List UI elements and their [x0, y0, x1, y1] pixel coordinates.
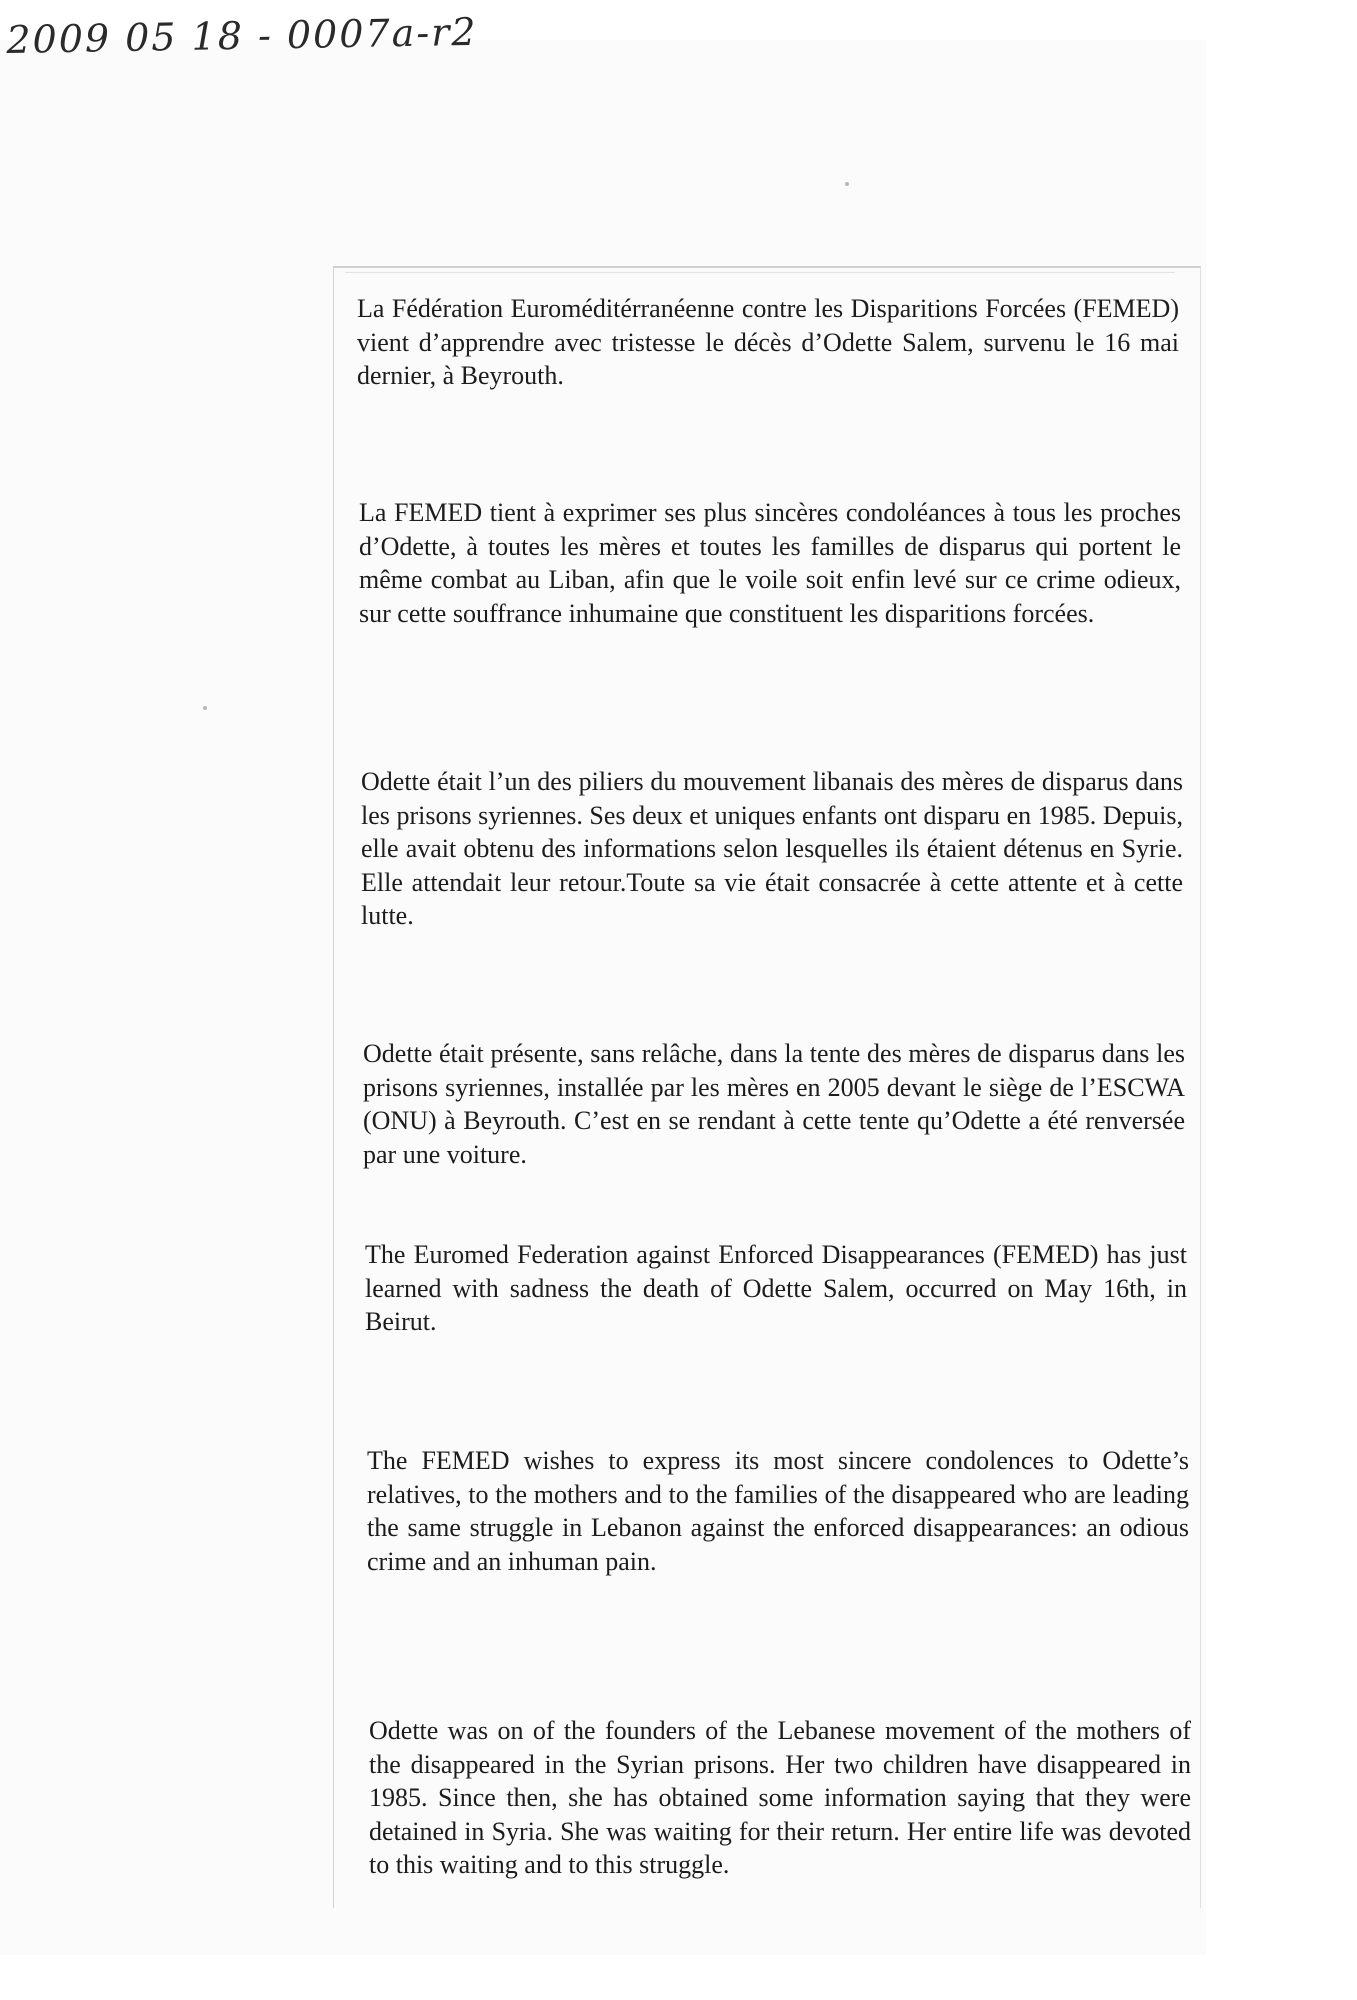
paragraph-en-announcement: The Euromed Federation against Enforced Disappearances (FEMED) has just learned with sadness the death of Odette Salem, occurred on May 16th, in Beirut.: [365, 1240, 1187, 1336]
paragraph-fr-circumstances: Odette était présente, sans relâche, dans la tente des mères de disparus dans les prisons syriennes, installée par les mères en 2005 devant le siège de l’ESCWA (ONU) à Beyrouth. C’est en se rendant à cette tente qu’Odette a été renversée par une voiture.: [363, 1039, 1185, 1169]
paragraph-fr-condolences: La FEMED tient à exprimer ses plus sincères condoléances à tous les proches d’Odette, à toutes les mères et toutes les familles de disparus qui portent le même combat au Liban, afin que le voile soit enfin levé sur ce crime odieux, sur cette souffrance inhumaine que constituent les disparitions forcées.: [359, 498, 1181, 628]
paragraph-fr-biography: Odette était l’un des piliers du mouvement libanais des mères de disparus dans les prisons syriennes. Ses deux et uniques enfants ont disparu en 1985. Depuis, elle avait obtenu des informations selon lesquelles ils étaient détenus en Syrie. Elle attendait leur retour.Toute sa vie était consacrée à cette attente et à cette lutte.: [361, 767, 1183, 930]
handwritten-reference: 2009 05 18 - 0007a-r2: [6, 9, 478, 62]
scan-speck: [203, 706, 207, 710]
scan-speck: [845, 182, 849, 186]
frame-top-rule: [345, 272, 1175, 273]
paragraph-en-condolences: The FEMED wishes to express its most sincere condolences to Odette’s relatives, to the mothers and to the families of the disappeared who are leading the same struggle in Lebanon against the enforced disappearances: an odious crime and an inhuman pain.: [367, 1446, 1189, 1576]
paragraph-en-biography: Odette was on of the founders of the Lebanese movement of the mothers of the disappeared in the Syrian prisons. Her two children have disappeared in 1985. Since then, she has obtained some information saying that they were detained in Syria. She was waiting for their return. Her entire life was devoted to this waiting and to this struggle.: [369, 1716, 1191, 1879]
paragraph-fr-announcement: La Fédération Euroméditérranéenne contre les Disparitions Forcées (FEMED) vient d’apprendre avec tristesse le décès d’Odette Salem, survenu le 16 mai dernier, à Beyrouth.: [357, 294, 1179, 390]
